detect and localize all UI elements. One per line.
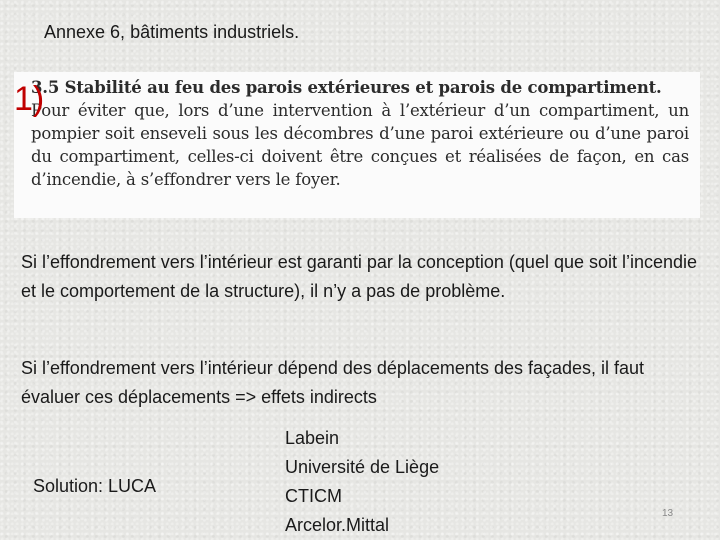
regulation-body: Pour éviter que, lors d’une intervention à l’extérieur d’un compartiment, un pompier soit enseveli sous les décombres d’une paroi extérieure ou d’une paroi du compartiment, celles-ci doivent être conçues et réalisées de façon, en cas d’incendie, à s’effondrer vers le foyer. (31, 101, 689, 189)
scanned-text-block (31, 76, 689, 191)
partner-item: Université de Liège (285, 457, 440, 477)
partner-item: Arcelor.Mittal (285, 515, 390, 535)
scanned-regulation-excerpt (14, 72, 700, 218)
slide-title: Annexe 6, bâtiments industriels. (44, 22, 300, 42)
paragraph-inward-collapse-displacements: Si l’effondrement vers l’intérieur dépend des déplacements des façades, il faut évaluer ces déplacements => effets indirects (21, 358, 645, 407)
page-number: 13 (662, 508, 674, 519)
partner-list (285, 424, 439, 540)
partner-item: CTICM (285, 486, 342, 506)
solution-label: Solution: LUCA (33, 476, 157, 496)
partner-item: Labein (285, 428, 340, 448)
regulation-heading: 3.5 Stabilité au feu des parois extérieures et parois de compartiment. (31, 78, 662, 97)
item-number-label: 1) (14, 80, 45, 118)
paragraph-inward-collapse-guaranteed: Si l’effondrement vers l’intérieur est garanti par la conception (quel que soit l’incendie et le comportement de la structure), il n’y a pas de problème. (21, 252, 698, 301)
